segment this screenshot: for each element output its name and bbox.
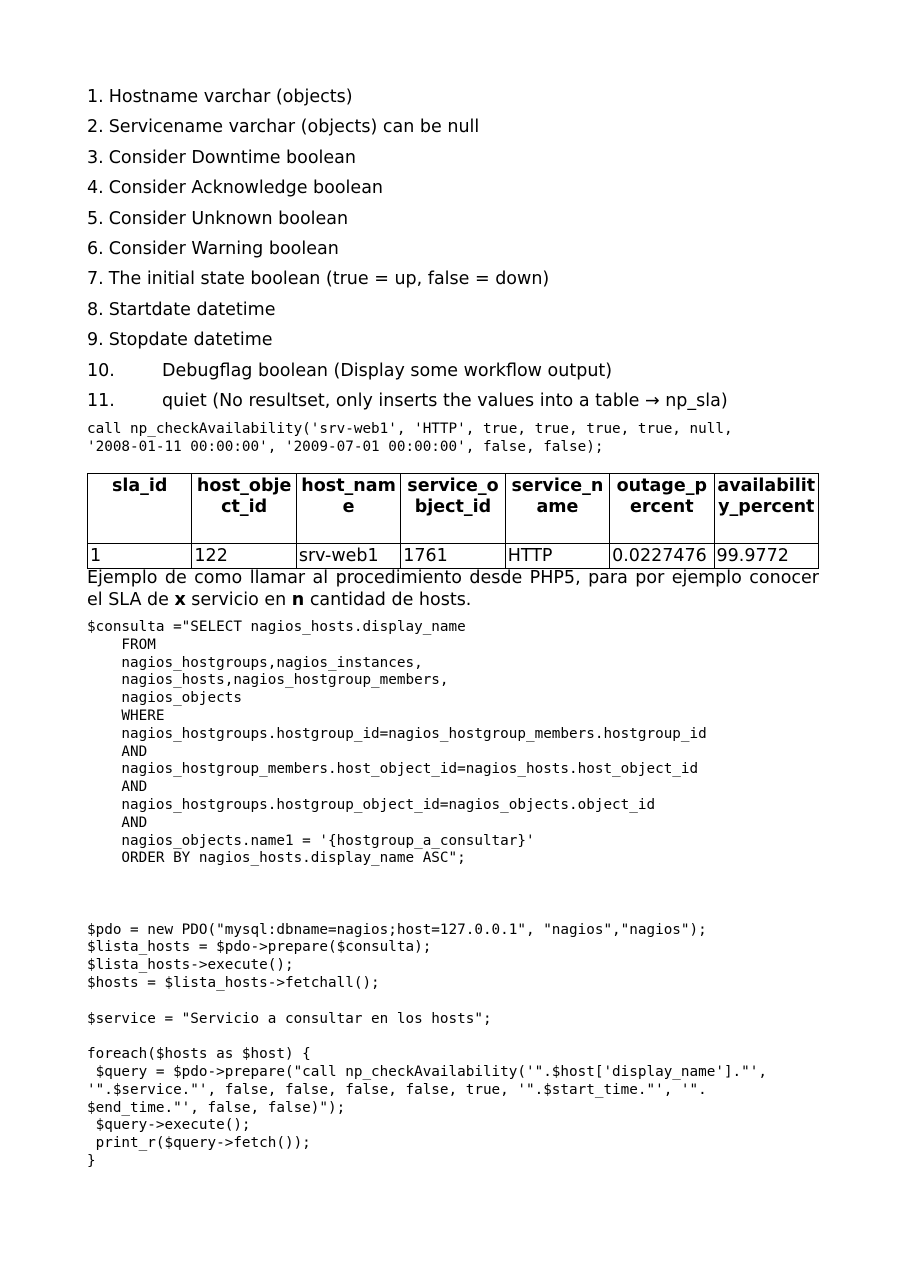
table-cell: 1 <box>88 544 192 569</box>
column-header: availability_percent <box>714 474 818 544</box>
column-header: sla_id <box>88 474 192 544</box>
sla-result-table <box>87 473 819 569</box>
column-header: outage_percent <box>610 474 714 544</box>
table-cell: 1761 <box>401 544 505 569</box>
list-item: 4. Consider Acknowledge boolean <box>87 178 384 199</box>
table-cell: 122 <box>192 544 296 569</box>
table-row <box>88 544 819 569</box>
table-header-row <box>88 474 819 544</box>
call-example-code: call np_checkAvailability('srv-web1', 'HTTP', true, true, true, true, null, '2008-01-11 00:00:00', '2009-07-01 00:00:00', false, false); <box>87 421 733 455</box>
table-cell: HTTP <box>505 544 609 569</box>
table-cell: 99.9772 <box>714 544 818 569</box>
column-header: service_object_id <box>401 474 505 544</box>
list-item: 1. Hostname varchar (objects) <box>87 87 353 107</box>
list-item: 8. Startdate datetime <box>87 299 276 320</box>
parameter-list <box>87 86 819 420</box>
list-item: 5. Consider Unknown boolean <box>87 208 349 229</box>
list-item: 3. Consider Downtime boolean <box>87 147 356 168</box>
list-item: 11. quiet (No resultset, only inserts the values into a table → np_sla) <box>87 390 728 411</box>
column-header: host_object_id <box>192 474 296 544</box>
column-header: service_name <box>505 474 609 544</box>
description-paragraph: Ejemplo de como llamar al procedimiento desde PHP5, para por ejemplo conocer el SLA de x servicio en n cantidad de hosts. <box>87 568 819 610</box>
list-item: 9. Stopdate datetime <box>87 330 273 351</box>
list-item: 2. Servicename varchar (objects) can be null <box>87 117 480 138</box>
list-item: 6. Consider Warning boolean <box>87 238 339 259</box>
table-cell: 0.0227476 <box>610 544 714 569</box>
column-header: host_name <box>296 474 400 544</box>
table-cell: srv-web1 <box>296 544 400 569</box>
list-item: 10. Debugflag boolean (Display some workflow output) <box>87 360 613 381</box>
list-item: 7. The initial state boolean (true = up, false = down) <box>87 269 550 290</box>
php-code-block: $consulta ="SELECT nagios_hosts.display_name FROM nagios_hostgroups,nagios_instances, nagios_hosts,nagios_hostgroup_members, nagios_objects WHERE nagios_hostgroups.hostgroup_id=nagios_hostgroup_members.hostgroup_id AND nagios_hostgroup_members.host_object_id=nagios_hosts.host_object_id AND nagios_hostgroups.hostgroup_object_id=nagios_objects.object_id AND nagios_objects.name1 = '{hostgroup_a_consultar}' ORDER BY nagios_hosts.display_name ASC"; $pdo = new PDO("mysql:dbname=nagios;host=127.0.0.1", "nagios","nagios"); $lista_hosts = $pdo->prepare($consulta); $lista_hosts->execute(); $hosts = $lista_hosts->fetchall(); $service = "Servicio a consultar en los hosts"; foreach($hosts as $host) { $query = $pdo->prepare("call np_checkAvailability('".$host['display_name']."', '".$service."', false, false, false, false, true, '".$start_time."', '". $end_time."', false, false)"); $query->execute(); print_r($query->fetch()); } <box>87 619 767 1169</box>
